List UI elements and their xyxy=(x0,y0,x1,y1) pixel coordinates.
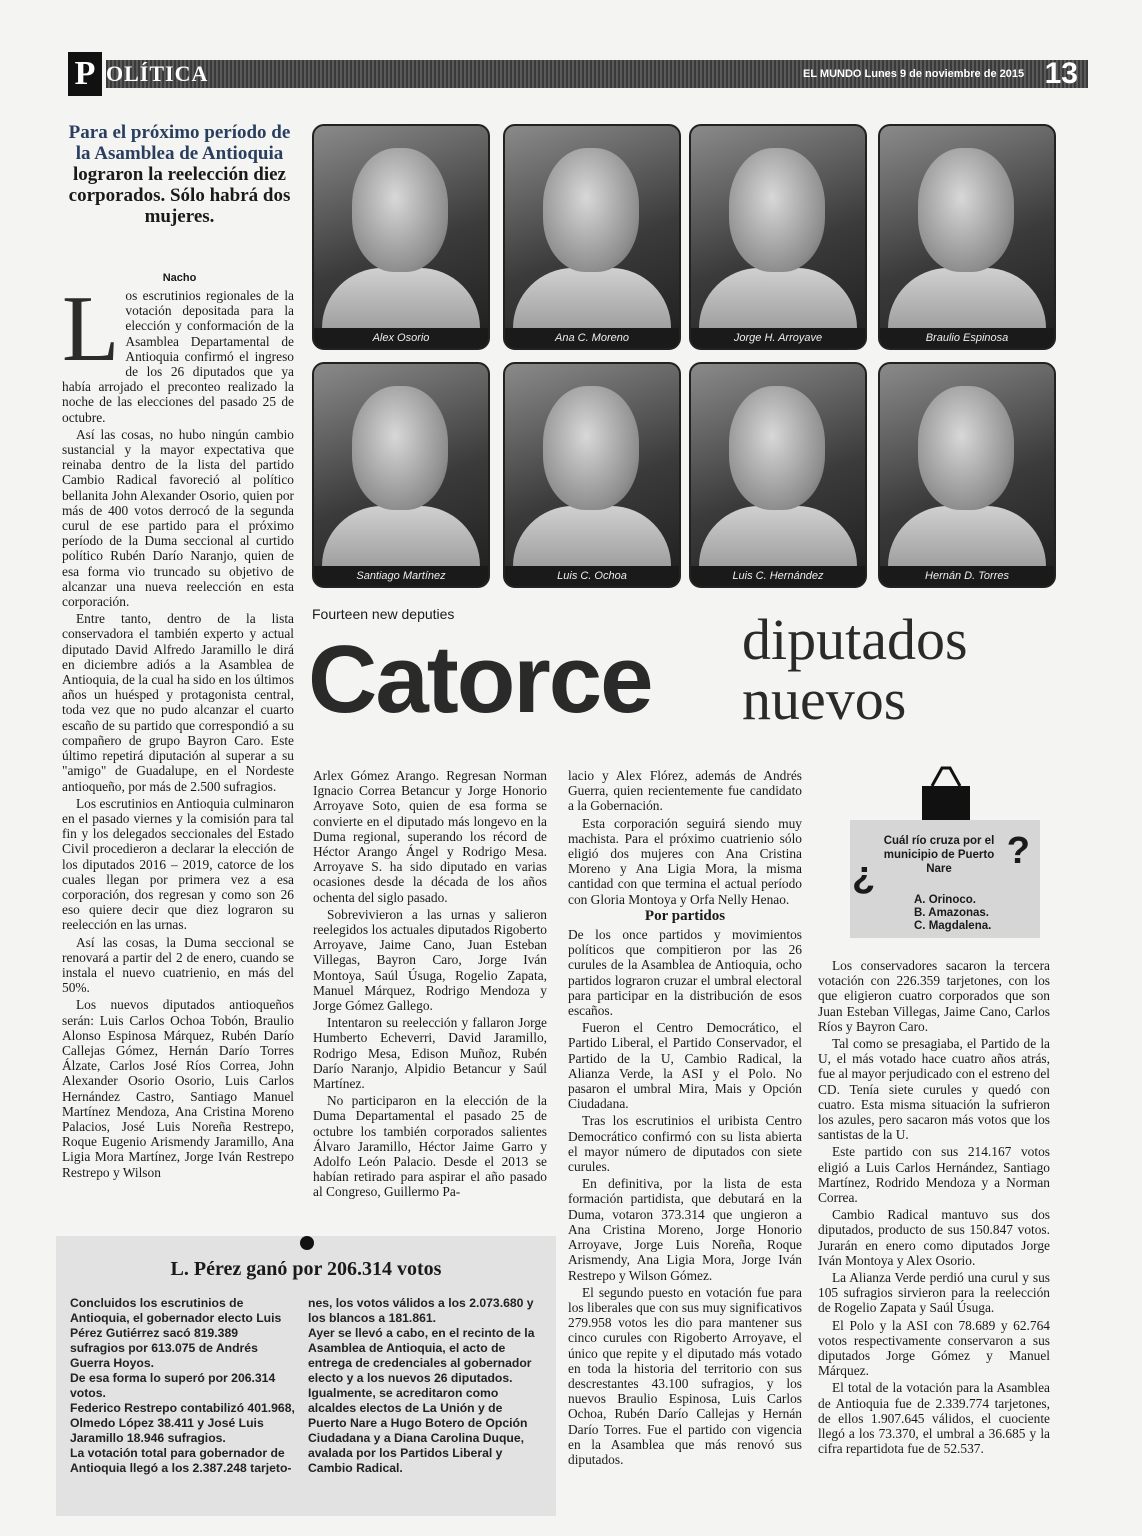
photo-hernan-torres xyxy=(878,362,1056,588)
photo-caption: Ana C. Moreno xyxy=(505,328,679,348)
paragraph: En definitiva, por la lista de esta formación partidista, que debutará en la Duma, votaron 373.314 que ungieron a Ana Cristina Moreno, Jorge Honorio Arroyave, Jorge Luis Noreña, Roque Arismendy, Ana Ligia Mora, Jorge Iván Restrepo y Wilson Gómez. xyxy=(568,1176,802,1283)
paragraph: El total de la votación para la Asamblea de Antioquia fue de 2.339.774 tarjetones, de ellos 1.907.645 válidos, el cuociente llegó a los 73.370, el umbral a 36.685 y la cifra repartidota fue de 52.537. xyxy=(818,1380,1050,1457)
page-number: 13 xyxy=(1044,57,1078,90)
sidebar-paragraph: Federico Restrepo contabilizó 401.968, Olmedo López 38.411 y José Luis Jaramillo 18.946 sufragios. xyxy=(70,1401,295,1445)
quiz-close-mark: ? xyxy=(1006,830,1030,872)
photo-caption: Braulio Espinosa xyxy=(880,328,1054,348)
sidebar-paragraph: La votación total para gobernador de Antioquia llegó a los 2.387.248 tarjeto- xyxy=(70,1446,292,1475)
headline-sub-line1: diputados xyxy=(742,607,968,672)
paragraph: Los nuevos diputados antioqueños serán: Luis Carlos Ochoa Tobón, Braulio Alonso Espinosa Márquez, Rubén Darío Callejas Gómez, Hernán Darío Torres Álzate, Carlos José Ríos Correa, John Alexander Osorio Osorio, Luis Carlos Hernández Castro, Santiago Manuel Martínez Mendoza, Ana Cristina Moreno Palacios, José Luis Noreña Restrepo, Roque Eugenio Arismendy Jaramillo, Ana Ligia Mora Martínez, Jorge Iván Restrepo Restrepo y Wilson xyxy=(62,997,294,1180)
section-header xyxy=(58,52,1088,96)
headline-kicker: Fourteen new deputies xyxy=(312,606,455,622)
paragraph: El segundo puesto en votación fue para los liberales que con sus muy significativos 279.958 votos les dio para mantener sus cinco curules con Rigoberto Arroyave, el único que repite y el diputado más votado en toda la historia del territorio con sus descrestantes 43.100 sufragios, y los nuevos Braulio Espinosa, Luis Carlos Ochoa, Rubén Darío Callejas y Hernán Darío Torres. Fue el partido con vigencia en la Asamblea que más renovó sus diputados. xyxy=(568,1284,802,1467)
paragraph: No participaron en la elección de la Duma Departamental el pasado 25 de octubre los también corporados salientes Álvaro Jaramillo, Héctor Jaime Garro y Adolfo León Palacio. Desde el 2013 se habían retirado para aspirar el año pasado al Congreso, Guillermo Pa- xyxy=(313,1093,547,1200)
lead-summary xyxy=(62,122,297,227)
paragraph: Entre tanto, dentro de la lista conservadora el también experto y actual diputado David Alfredo Jaramillo le dirá en diciembre adiós a la Asamblea de Antioquia, de la cual ha sido en los últimos años un huésped y protagonista central, toda vez que no pudo alcanzar el cuarto escaño de su partido que correspondió a su compañero de grupo Bayron Caro. Este último repetirá diputación al superar a su "amigo" de Guadalupe, en el Nordeste antioqueño, por más de 2.500 sufragios. xyxy=(62,611,294,794)
quiz-option: C. Magdalena. xyxy=(914,920,992,932)
paragraph: Intentaron su reelección y fallaron Jorge Humberto Echeverri, David Jaramillo, Rodrigo Mesa, Edison Muñoz, Rubén Darío Naranjo, Alpidio Betancur y Saúl Martínez. xyxy=(313,1015,547,1092)
quiz-open-mark: ¿ xyxy=(852,854,876,896)
photo-caption: Jorge H. Arroyave xyxy=(691,328,865,348)
pin-icon xyxy=(300,1236,314,1250)
headline-sub xyxy=(742,607,968,732)
photo-braulio-espinosa xyxy=(878,124,1056,350)
sidebar-paragraph: De esa forma lo superó por 206.314 votos. xyxy=(70,1371,276,1400)
photo-ana-moreno xyxy=(503,124,681,350)
paragraph: De los once partidos y movimientos políticos que compitieron por las 26 curules de la Asamblea de Antioquia, ocho partidos lograron cruzar el umbral electoral para participar en la distribución de esos escaños. xyxy=(568,927,802,1019)
photo-caption: Luis C. Ochoa xyxy=(505,566,679,586)
paper-date: EL MUNDO Lunes 9 de noviembre de 2015 xyxy=(803,68,1025,80)
paragraph: Esta corporación seguirá siendo muy machista. Para el próximo cuatrienio sólo eligió dos mujeres con Ana Cristina Moreno y Ana Ligia Mora, la misma cantidad con que termina el actual período con Gloria Montoya y Orfa Nelly Henao. xyxy=(568,815,802,907)
paragraph: Tras los escrutinios el uribista Centro Democrático confirmó con su lista abierta el mayor número de diputados con siete curules. xyxy=(568,1113,802,1175)
byline: Nacho xyxy=(162,272,197,284)
sidebar-column-left xyxy=(70,1296,296,1476)
quiz-options xyxy=(914,894,991,933)
lead-black: lograron la reelección diez corporados. Sólo habrá dos mujeres. xyxy=(68,164,291,227)
paragraph: Cambio Radical mantuvo sus dos diputados, producto de sus 150.847 votos. Jurarán en enero como diputados Jorge Iván Montoya y Alex Osorio. xyxy=(818,1207,1050,1268)
lead-blue: Para el próximo período de la Asamblea de Antioquia xyxy=(68,122,291,164)
sidebar-title: L. Pérez ganó por 206.314 votos xyxy=(170,1258,442,1280)
photo-luis-hernandez xyxy=(689,362,867,588)
sidebar-paragraph: Igualmente, se acreditaron como alcaldes electos de La Unión y de Puerto Nare a Hugo Botero de Opción Ciudadana y a Diana Carolina Duque, avalada por los Partidos Liberal y Cambio Radical. xyxy=(308,1386,528,1475)
paragraph: Este partido con sus 214.167 votos eligió a Luis Carlos Hernández, Santiago Martínez, Rodrido Mendoza y a Norman Correa. xyxy=(818,1144,1050,1206)
photo-caption: Hernán D. Torres xyxy=(880,566,1054,586)
paragraph: Así las cosas, la Duma seccional se renovará a partir del 2 de enero, cuando se instala el nuevo cuatrienio, en más del 50%. xyxy=(62,934,294,996)
photo-caption: Alex Osorio xyxy=(314,328,488,348)
paragraph: Arlex Gómez Arango. Regresan Norman Ignacio Correa Betancur y Jorge Honorio Arroyave Soto, quien de esa forma se convierte en el diputado más longevo en la Duma regional, superando los récord de Héctor Arango Ángel y Rodrigo Mesa. Arroyave S. ha sido diputado en varias ocasiones desde la década de los años ochenta del siglo pasado. xyxy=(313,768,547,905)
quiz-question: Cuál río cruza por el municipio de Puerto Nare xyxy=(883,835,995,875)
quiz-option: A. Orinoco. xyxy=(914,894,976,906)
sidebar-paragraph: Concluidos los escrutinios de Antioquia, el gobernador electo Luis Pérez Gutiérrez sacó 819.389 sufragios por 613.075 de Andrés Guerra Hoyos. xyxy=(70,1296,282,1370)
quiz-option: B. Amazonas. xyxy=(914,907,989,919)
section-title: OLÍTICA xyxy=(106,61,209,86)
paragraph: Los conservadores sacaron la tercera votación con 226.359 tarjetones, con los que eligieron cuatro corporados que son Juan Esteban Villegas, Jaime Cano, Carlos Ríos y Bayron Caro. xyxy=(818,958,1050,1034)
article-column-3 xyxy=(568,768,802,1469)
binder-clip-icon xyxy=(916,766,976,824)
photo-alex-osorio xyxy=(312,124,490,350)
headline-sub-line2: nuevos xyxy=(742,667,907,732)
photo-jorge-arroyave xyxy=(689,124,867,350)
article-column-2 xyxy=(313,768,547,1202)
article-column-4 xyxy=(818,958,1050,1459)
quiz-box xyxy=(850,820,1040,938)
paragraph: lacio y Alex Flórez, además de Andrés Guerra, quien recientemente fue candidato a la Gobernación. xyxy=(568,768,802,814)
sidebar-paragraph: Ayer se llevó a cabo, en el recinto de la Asamblea de Antioquia, el acto de entrega de credenciales al gobernador electo y a los nuevos 26 diputados. xyxy=(308,1326,535,1385)
paragraph: La Alianza Verde perdió una curul y sus 105 sufragios sirvieron para la reelección de Rogelio Zapata y Saúl Úsuga. xyxy=(818,1270,1050,1316)
drop-cap: L xyxy=(62,277,120,381)
paragraph: El Polo y la ASI con 78.689 y 62.764 votos respectivamente conservaron a sus diputados Jorge Gómez y Manuel Márquez. xyxy=(818,1317,1050,1379)
sidebar-paragraph: nes, los votos válidos a los 2.073.680 y los blancos a 181.861. xyxy=(308,1296,534,1325)
photo-caption: Luis C. Hernández xyxy=(691,566,865,586)
paragraph: Fueron el Centro Democrático, el Partido Liberal, el Partido Conservador, el Partido de la U, Cambio Radical, la Alianza Verde, la ASI y el Polo. No pasaron el umbral Mira, Mais y Opción Ciudadana. xyxy=(568,1020,802,1112)
headline-main: Catorce xyxy=(308,626,652,733)
section-initial: P xyxy=(68,52,102,96)
paragraph: Tal como se presagiaba, el Partido de la U, el más votado hace cuatro años atrás, fue al mayor perjudicado con el estreno del CD. Tenía siete curules y quedó con cuatro. Esta misma situación la sufrieron los azules, pero sacaron más votos que los santistas de la U. xyxy=(818,1036,1050,1143)
paragraph: Sobrevivieron a las urnas y salieron reelegidos los actuales diputados Rigoberto Arroyave, Jaime Cano, Juan Esteban Villegas, Bayron Caro, Jorge Iván Montoya, Saúl Úsuga, Rogelio Zapata, Manuel Márquez, Rodrigo Mendoza y Jorge Gómez Gallego. xyxy=(313,906,547,1014)
subhead: Por partidos xyxy=(644,907,726,924)
photo-santiago-martinez xyxy=(312,362,490,588)
sidebar-box xyxy=(56,1236,556,1516)
paragraph: Los escrutinios en Antioquia culminaron en el pasado viernes y la comisión para tal fin y los delegados seccionales del Estado Civil procedieron a declarar la elección de los diputados 2016 – 2019, catorce de los cuales llegan por primera vez a esa corporación, dos regresan y como son 26 eso quiere decir que diez lograron su reelección en las urnas. xyxy=(62,795,294,933)
photo-luis-ochoa xyxy=(503,362,681,588)
photo-caption: Santiago Martínez xyxy=(314,566,488,586)
sidebar-column-right xyxy=(308,1296,544,1476)
paragraph: Los escrutinios regionales de la votación depositada para la elección y conformación de la Asamblea Departamental de Antioquia confirmó el ingreso de los 26 diputados que ya había arrojado el preconteo realizado la noche de las elecciones del pasado 25 de octubre. xyxy=(62,277,294,425)
paragraph: Así las cosas, no hubo ningún cambio sustancial y la mayor expectativa que reinaba dentro de la lista del partido Cambio Radical favoreció al político bellanita John Alexander Osorio, quien por más de 400 votos derrocó de la segunda curul de ese partido para el próximo período de la Duma seccional al curtido político Rubén Darío Naranjo, quien de esa forma vio truncado su objetivo de alcanzar una nueva reelección en esta corporación. xyxy=(62,426,294,610)
